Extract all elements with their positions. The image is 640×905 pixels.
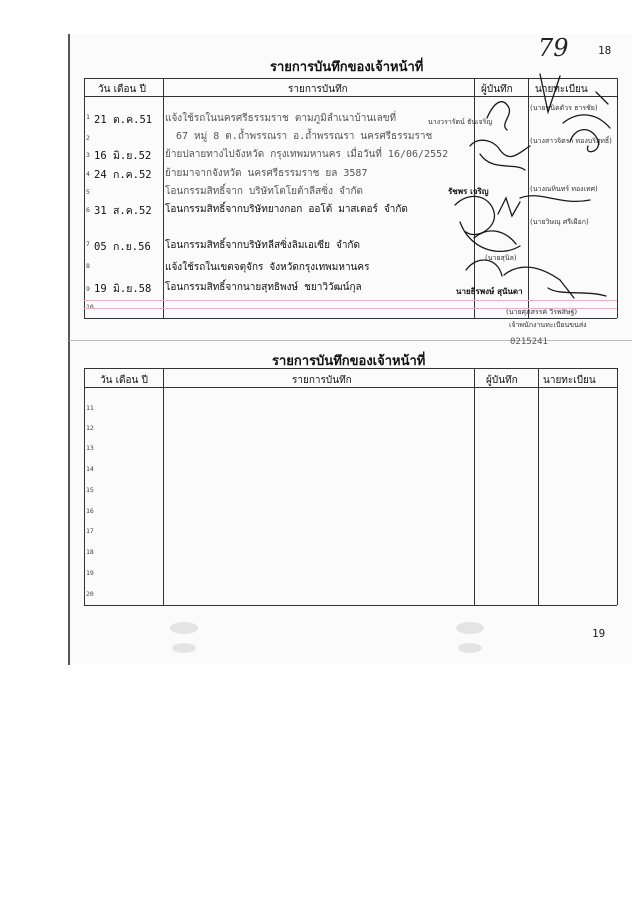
entry-text: ย้ายปลายทางไปจังหวัด กรุงเทพมหานคร เมื่อวันที่ 16/06/2552 [165, 149, 449, 160]
section-title-bottom: รายการบันทึกของเจ้าหน้าที่ [272, 354, 426, 369]
header-date: วัน เดือน ปี [100, 375, 148, 386]
recorder-name: รัชพร เจริญ [448, 187, 489, 196]
page-number-top: 18 [598, 44, 612, 57]
row-number: 1 [86, 113, 90, 121]
section-title-top: รายการบันทึกของเจ้าหน้าที่ [270, 60, 424, 75]
entry-date: 05 ก.ย.56 [94, 241, 151, 253]
footer-official-name: (นายศุภสรรค์ วีรพสิษฐ์) [506, 308, 578, 316]
entry-text: โอนกรรมสิทธิ์จากนายสุทธิพงษ์ ชยาวิวัฒน์กุล [165, 282, 362, 293]
row-number: 2 [86, 134, 90, 142]
registrar-name: (นางณหินทร์ ทองเทศ) [530, 185, 598, 193]
entry-date: 19 มิ.ย.58 [94, 283, 152, 295]
entry-text: 67 หมู่ 8 ต.ถ้ำพรรณรา อ.ถ้ำพรรณรา นครศรีธรรมราช [176, 131, 433, 142]
entry-text: แจ้งใช้รถในนครศรีธรรมราช ตามภูมิลำเนาบ้านเลขที่ [165, 113, 397, 124]
footer-official-title: เจ้าพนักงานทะเบียนขนส่ง [509, 321, 587, 329]
recorder-name: (นายสุนิล) [485, 254, 517, 262]
page-number-bottom: 19 [592, 627, 606, 640]
serial-number: 0215241 [510, 337, 548, 347]
header-date: วัน เดือน ปี [98, 84, 146, 95]
entry-date: 31 ส.ค.52 [94, 205, 152, 217]
entry-text: โอนกรรมสิทธิ์จากบริษัทยางกอก ออโต้ มาสเตอร์ จำกัด [165, 204, 408, 215]
row-number: 12 [86, 424, 94, 432]
header-registrar: นายทะเบียน [543, 375, 596, 386]
recorder-name: นายธีรพงษ์ สุนันดา [456, 287, 523, 296]
header-registrar: นายทะเบียน [535, 84, 588, 95]
entry-date: 24 ก.ค.52 [94, 169, 152, 181]
row-number: 3 [86, 151, 90, 159]
registrar-name: (นางสาวจิตรา ทองบริสุทธิ์) [530, 137, 612, 145]
row-number: 15 [86, 486, 94, 494]
row-number: 8 [86, 262, 90, 270]
header-entry: รายการบันทึก [292, 375, 352, 386]
handwritten-page-number: 79 [538, 34, 569, 62]
row-number: 9 [86, 285, 90, 293]
row-number: 4 [86, 170, 90, 178]
row-number: 18 [86, 548, 94, 556]
header-recorder: ผู้บันทึก [481, 84, 513, 95]
row-number: 14 [86, 465, 94, 473]
entry-text: แจ้งใช้รถในเขตจตุจักร จังหวัดกรุงเทพมหานคร [165, 262, 370, 273]
entry-text: ย้ายมาจากจังหวัด นครศรีธรรมราช ยล 3587 [165, 168, 368, 179]
header-entry: รายการบันทึก [288, 84, 348, 95]
row-number: 6 [86, 206, 90, 214]
entry-text: โอนกรรมสิทธิ์จากบริษัทลีสซิ่งลิมเอเซีย จำกัด [165, 240, 360, 251]
row-number: 19 [86, 569, 94, 577]
entry-date: 16 มิ.ย.52 [94, 150, 152, 162]
row-number: 7 [86, 240, 90, 248]
row-number: 5 [86, 188, 90, 196]
row-number: 17 [86, 527, 94, 535]
registrar-name: (นายวิษณุ ศรีเผือก) [530, 218, 589, 226]
registrar-name: (นายชนิดตัวร ธารชัย) [530, 104, 598, 112]
row-number: 13 [86, 444, 94, 452]
entry-date: 21 ต.ค.51 [94, 114, 153, 126]
row-number: 16 [86, 507, 94, 515]
header-recorder: ผู้บันทึก [486, 375, 518, 386]
entry-text: โอนกรรมสิทธิ์จาก บริษัทโตโยต้าลีสซิ่ง จำกัด [165, 186, 364, 197]
row-number: 20 [86, 590, 94, 598]
recorder-name: นางวรารัตน์ ธันเจริญ [428, 118, 493, 126]
row-number: 11 [86, 404, 94, 412]
row-number: 10 [86, 303, 94, 311]
